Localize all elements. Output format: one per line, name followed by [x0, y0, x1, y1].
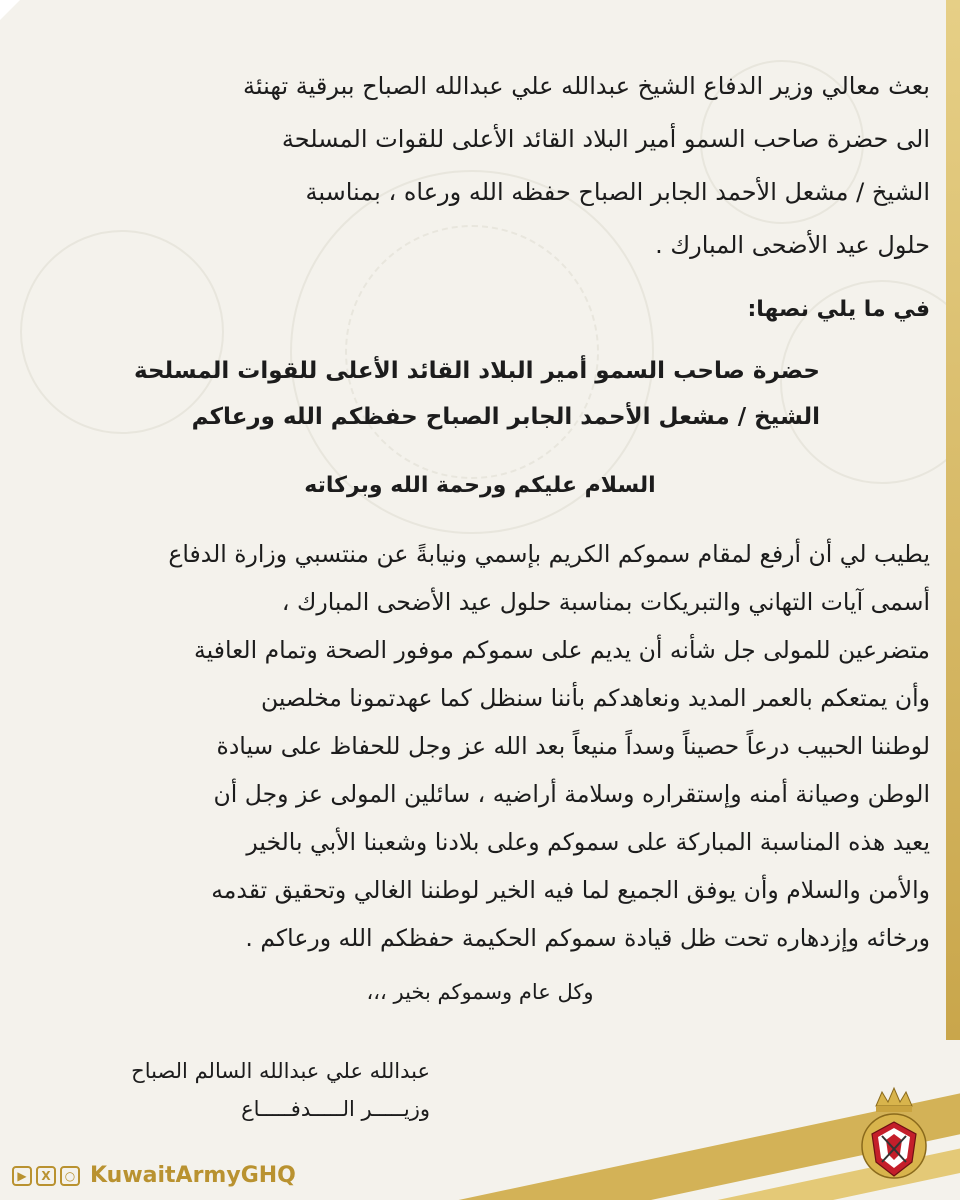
army-emblem-icon [852, 1084, 936, 1184]
youtube-icon[interactable]: ▶ [12, 1166, 32, 1186]
address-line: حضرة صاحب السمو أمير البلاد القائد الأعلى للقوات المسلحة [134, 358, 820, 384]
signature-title: وزيـــــر الـــــدفـــــاع [241, 1097, 430, 1121]
intro-line: حلول عيد الأضحى المبارك . [655, 231, 930, 259]
body-line: وأن يمتعكم بالعمر المديد ونعاهدكم بأننا سنظل كما عهدتمونا مخلصين [260, 684, 930, 712]
gold-side-bar [946, 0, 960, 1040]
intro-line: الى حضرة صاحب السمو أمير البلاد القائد الأعلى للقوات المسلحة [281, 125, 930, 153]
body-line: يطيب لي أن أرفع لمقام سموكم الكريم بإسمي ونيابةً عن منتسبي وزارة الدفاع [168, 540, 930, 568]
section-heading: في ما يلي نصها: [747, 297, 930, 322]
address-block [30, 348, 820, 440]
intro-line: الشيخ / مشعل الأحمد الجابر الصباح حفظه الله ورعاه ، بمناسبة [305, 178, 930, 206]
letter-content [30, 60, 930, 1128]
body-line: متضرعين للمولى جل شأنه أن يديم على سموكم موفور الصحة وتمام العافية [194, 636, 930, 664]
signature-name: عبدالله علي عبدالله السالم الصباح [131, 1059, 430, 1083]
body-line: الوطن وصيانة أمنه وإستقراره وسلامة أراضيه ، سائلين المولى عز وجل أن [213, 780, 930, 808]
instagram-icon[interactable]: ○ [60, 1166, 80, 1186]
address-line: الشيخ / مشعل الأحمد الجابر الصباح حفظكم الله ورعاكم [191, 404, 820, 430]
body-line: أسمى آيات التهاني والتبريكات بمناسبة حلول عيد الأضحى المبارك ، [281, 588, 930, 616]
greeting: السلام عليكم ورحمة الله وبركاته [304, 473, 656, 498]
letter-body [30, 530, 930, 962]
social-handle[interactable]: KuwaitArmyGHQ [90, 1163, 296, 1188]
closing-line: وكل عام وسموكم بخير ،،، [366, 980, 594, 1004]
body-line: والأمن والسلام وأن يوفق الجميع لما فيه الخير لوطننا الغالي وتحقيق تقدمه [211, 876, 930, 904]
body-line: لوطننا الحبيب درعاً حصيناً وسداً منيعاً بعد الله عز وجل للحفاظ على سيادة [216, 732, 930, 760]
corner-decoration [0, 0, 20, 20]
intro-paragraph [30, 60, 930, 272]
x-icon[interactable]: X [36, 1166, 56, 1186]
social-bar [12, 1163, 296, 1188]
intro-line: بعث معالي وزير الدفاع الشيخ عبدالله علي عبدالله الصباح ببرقية تهنئة [243, 72, 930, 100]
body-line: يعيد هذه المناسبة المباركة على سموكم وعلى بلادنا وشعبنا الأبي بالخير [246, 828, 930, 856]
body-line: ورخائه وإزدهاره تحت ظل قيادة سموكم الحكيمة حفظكم الله ورعاكم . [245, 924, 930, 952]
